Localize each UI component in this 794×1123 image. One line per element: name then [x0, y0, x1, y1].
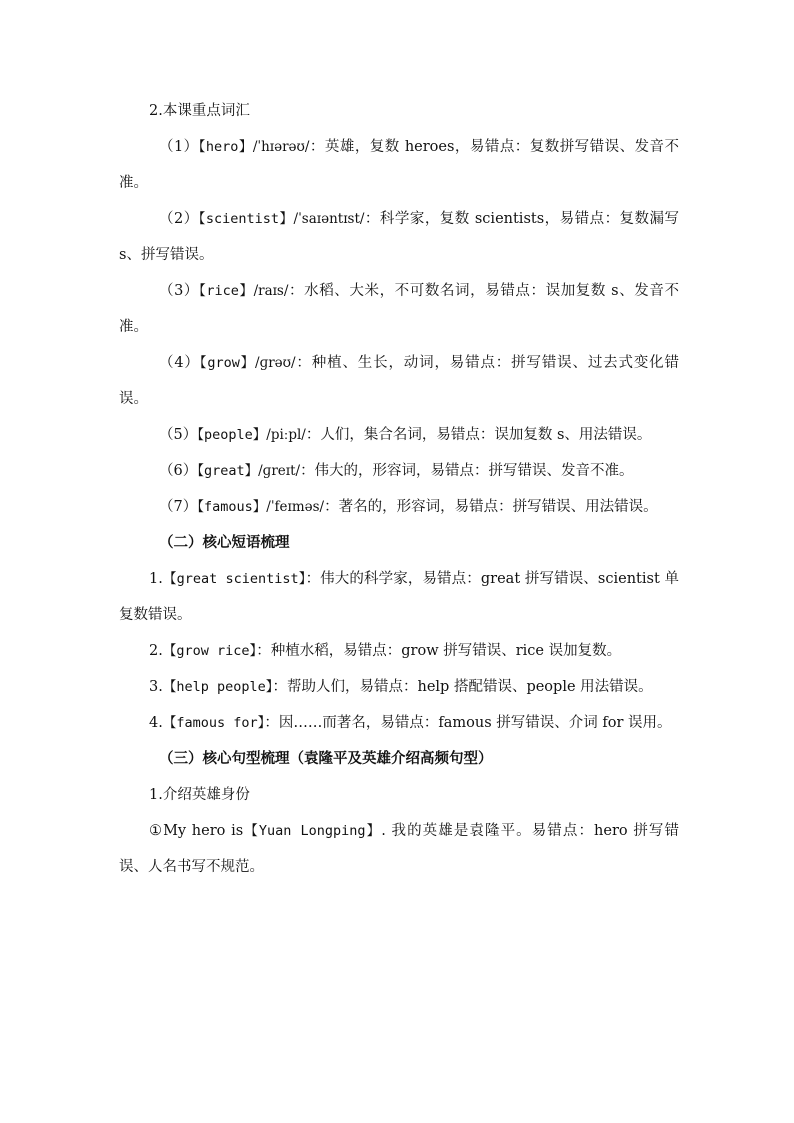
phrase-item-famous-for [119, 705, 679, 741]
vocab-word: 【scientist】 [198, 211, 294, 227]
vocab-word: 【rice】 [199, 283, 254, 299]
vocab-desc: ：著名的，形容词，易错点：拼写错误、用法错误。 [324, 499, 658, 515]
phrase-text: 【help people】 [162, 679, 273, 695]
vocab-word: 【famous】 [197, 499, 267, 515]
vocab-word: 【people】 [197, 427, 267, 443]
phrase-num: 4. [149, 715, 163, 731]
phrase-item-grow-rice [119, 633, 679, 669]
vocab-num: （6） [159, 463, 198, 479]
vocab-desc: ：科学家，复数 scientists，易错点：复数漏写 s、拼写错误。 [119, 211, 679, 263]
vocab-item-famous [119, 489, 679, 525]
vocab-word: 【grow】 [199, 355, 256, 371]
vocab-num: （2） [159, 211, 199, 227]
sentence-desc: . 我的英雄是袁隆平。易错点：hero 拼写错误、人名书写不规范。 [119, 823, 679, 875]
vocab-desc: ：英雄，复数 heroes，易错点：复数拼写错误、发音不准。 [119, 139, 679, 191]
vocab-heading: 2.本课重点词汇 [149, 103, 250, 119]
phrase-item-great-scientist [119, 561, 679, 633]
vocab-item-people [119, 417, 679, 453]
vocab-phonetic: /ɡrəʊ/ [255, 355, 296, 371]
sentences-subheading: 1.介绍英雄身份 [149, 787, 250, 803]
phrase-desc: ：伟大的科学家，易错点：great 拼写错误、scientist 单复数错误。 [119, 571, 679, 623]
vocab-desc: ：水稻、大米，不可数名词，易错点：误加复数 s、发音不准。 [119, 283, 679, 335]
vocab-item-scientist [119, 201, 679, 273]
vocab-desc: ：伟大的，形容词，易错点：拼写错误、发音不准。 [300, 463, 634, 479]
phrase-desc: ：帮助人们，易错点：help 搭配错误、people 用法错误。 [272, 679, 653, 695]
vocab-num: （5） [159, 427, 198, 443]
vocab-phonetic: /piːpl/ [266, 427, 306, 443]
vocab-word: 【great】 [197, 463, 259, 479]
phrase-text: 【great scientist】 [162, 571, 306, 587]
sentence-text: ①My hero is [149, 823, 244, 839]
vocab-item-rice [119, 273, 679, 345]
document-page [119, 93, 679, 885]
vocab-phonetic: /ˈsaɪəntɪst/ [293, 211, 365, 227]
vocab-num: （3） [159, 283, 200, 299]
vocab-item-hero [119, 129, 679, 201]
vocab-phonetic: /ˈhɪərəʊ/ [252, 139, 310, 155]
vocab-phonetic: /ˈfeɪməs/ [266, 499, 325, 515]
vocab-phonetic: /raɪs/ [253, 283, 289, 299]
vocab-num: （7） [159, 499, 198, 515]
vocab-num: （4） [159, 355, 200, 371]
phrase-text: 【grow rice】 [162, 643, 257, 659]
vocab-item-great [119, 453, 679, 489]
phrases-heading: （二）核心短语梳理 [159, 534, 290, 551]
vocab-num: （1） [159, 139, 199, 155]
vocab-phonetic: /ɡreɪt/ [258, 463, 301, 479]
phrase-num: 2. [149, 643, 163, 659]
sentences-heading: （三）核心句型梳理（袁隆平及英雄介绍高频句型） [159, 750, 493, 767]
phrase-num: 3. [149, 679, 163, 695]
vocab-item-grow [119, 345, 679, 417]
phrase-desc: ：因……而著名，易错点：famous 拼写错误、介词 for 误用。 [264, 715, 672, 731]
sentence-item-1 [119, 813, 679, 885]
vocab-desc: ：种植、生长，动词，易错点：拼写错误、过去式变化错误。 [119, 355, 680, 407]
phrase-text: 【famous for】 [162, 715, 265, 731]
sentence-keyword: 【Yuan Longping】 [243, 823, 382, 839]
vocab-word: 【hero】 [198, 139, 253, 155]
phrase-desc: ：种植水稻，易错点：grow 拼写错误、rice 误加复数。 [256, 643, 622, 659]
vocab-desc: ：人们，集合名词，易错点：误加复数 s、用法错误。 [305, 427, 652, 443]
phrase-item-help-people [119, 669, 679, 705]
phrase-num: 1. [149, 571, 163, 587]
